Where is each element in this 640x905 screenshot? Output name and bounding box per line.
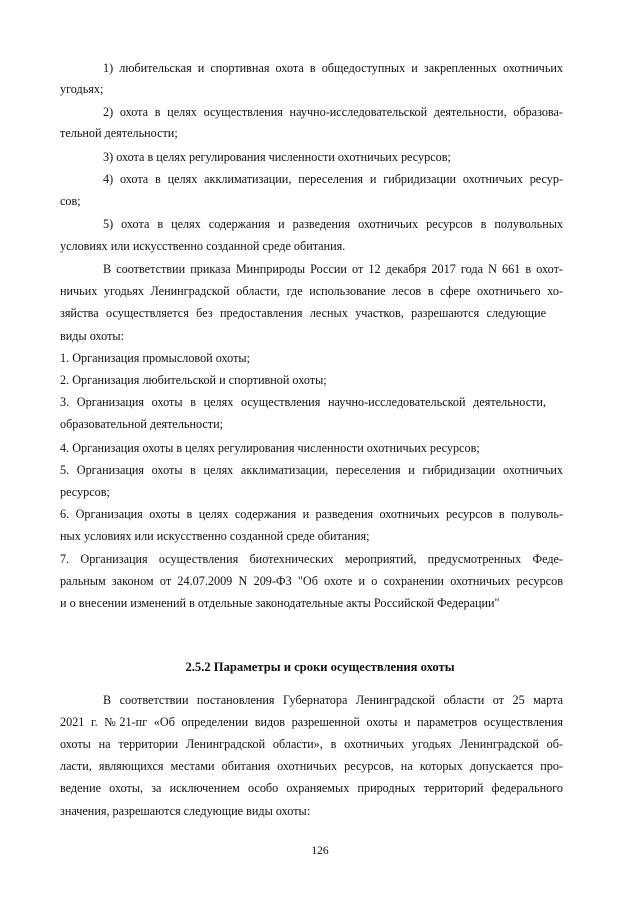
- list2-item-3-line-1: 3. Организация охоты в целях осуществления научно-исследовательской деятельности,: [60, 395, 546, 409]
- para2-line-2: 2021 г. №21-пг «Об определении видов разрешенной охоты и параметров осуществления: [60, 715, 563, 729]
- list2-item-5-line-2: ресурсов;: [60, 485, 110, 499]
- list1-item-1-line-2: угодьях;: [60, 82, 104, 96]
- para2-line-5: ведение охоты, за исключением особо охраняемых природных территорий федерального: [60, 781, 563, 795]
- para1-line-1: В соответствии приказа Минприроды России от 12 декабря 2017 года N 661 в охот-: [103, 262, 563, 276]
- list1-item-1-line-1: 1) любительская и спортивная охота в общедоступных и закрепленных охотничьих: [103, 61, 563, 75]
- section-title: 2.5.2 Параметры и сроки осуществления охоты: [185, 660, 455, 674]
- list1-item-5-line-1: 5) охота в целях содержания и разведения охотничьих ресурсов в полувольных: [103, 217, 563, 231]
- list2-item-5-line-1: 5. Организация охоты в целях акклиматизации, переселения и гибридизации охотничьих: [60, 463, 563, 477]
- list2-item-4: 4. Организация охоты в целях регулирования численности охотничьих ресурсов;: [60, 441, 480, 455]
- para1-line-3: зяйства осуществляется без предоставления лесных участков, разрешаются следующие: [60, 306, 546, 320]
- list2-item-6-line-2: ных условиях или искусственно созданной среде обитания;: [60, 529, 370, 543]
- list1-item-2-line-1: 2) охота в целях осуществления научно-исследовательской деятельности, образова-: [103, 105, 563, 119]
- para2-line-1: В соответствии постановления Губернатора Ленинградской области от 25 марта: [103, 693, 563, 707]
- para1-line-2: ничьих угодьях Ленинградской области, где использование лесов в сфере охотничьего хо-: [60, 284, 563, 298]
- list1-item-5-line-2: условиях или искусственно созданной среде обитания.: [60, 239, 346, 253]
- list1-item-4-line-2: сов;: [60, 194, 81, 208]
- para2-line-4: ласти, являющихся местами обитания охотничьих ресурсов, на которых допускается про-: [60, 759, 563, 773]
- list1-item-4-line-1: 4) охота в целях акклиматизации, переселения и гибридизации охотничьих ресур-: [103, 172, 563, 186]
- list2-item-7-line-1: 7. Организация осуществления биотехнических мероприятий, предусмотренных Феде-: [60, 552, 563, 566]
- list2-item-2: 2. Организация любительской и спортивной охоты;: [60, 373, 327, 387]
- list2-item-6-line-1: 6. Организация охоты в целях содержания и разведения охотничьих ресурсов в полуволь-: [60, 507, 563, 521]
- para2-line-3: охоты на территории Ленинградской области», в охотничьих угодьях Ленинградской об-: [60, 737, 563, 751]
- list2-item-7-line-3: и о внесении изменений в отдельные законодательные акты Российской Федерации": [60, 596, 500, 610]
- list2-item-3-line-2: образовательной деятельности;: [60, 417, 224, 431]
- list2-item-7-line-2: ральным законом от 24.07.2009 N 209-ФЗ "Об охоте и о сохранении охотничьих ресурсов: [60, 574, 563, 588]
- list1-item-3-line-1: 3) охота в целях регулирования численности охотничьих ресурсов;: [103, 150, 451, 164]
- list1-item-2-line-2: тельной деятельности;: [60, 126, 178, 140]
- para1-line-4: виды охоты:: [60, 329, 124, 343]
- para2-line-6: значения, разрешаются следующие виды охоты:: [60, 804, 311, 818]
- list2-item-1: 1. Организация промысловой охоты;: [60, 351, 251, 365]
- page-number: 126: [311, 845, 329, 857]
